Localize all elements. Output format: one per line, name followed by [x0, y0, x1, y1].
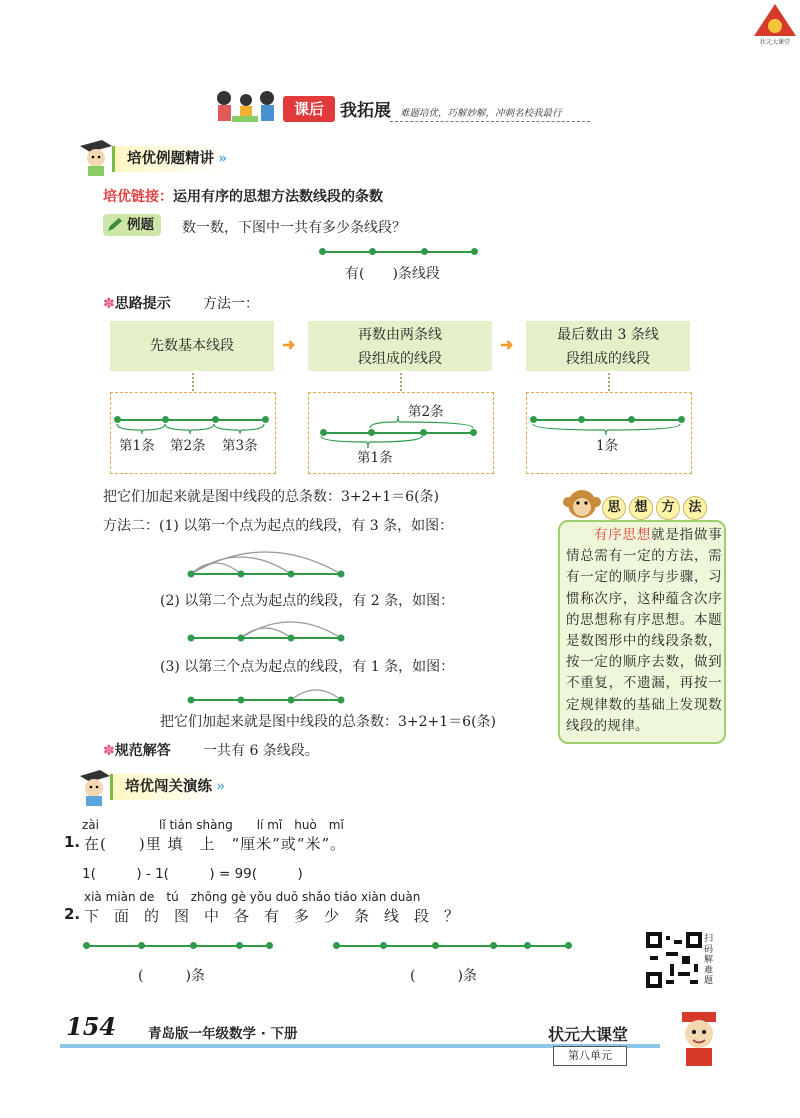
flow-box-1: 先数基本线段: [110, 321, 274, 371]
method2-step3: (3) 以第三个点为起点的线段，有 1 条，如图：: [160, 659, 455, 675]
arc-diagram-1: [185, 538, 355, 580]
arrow-right-icon: ➜: [500, 335, 514, 354]
flow-box-2: 再数由两条线 段组成的线段: [308, 321, 492, 371]
page-number: 154: [66, 1012, 117, 1041]
seg-label: 第2条: [170, 438, 206, 454]
sum-text-1: 把它们加起来就是图中线段的总条数：3+2+1＝6(条): [103, 489, 440, 505]
example-tag: 例题: [103, 214, 161, 236]
q2-answer-left[interactable]: ( )条: [138, 968, 205, 984]
connector-dots: [192, 373, 194, 391]
footer-brand: 状元大课堂: [548, 1025, 629, 1044]
answer-text: 一共有 6 条线段。: [203, 743, 319, 759]
q2-text: 下 面 的 图 中 各 有 多 少 条 线 段 ？: [84, 907, 460, 925]
q2-number: 2.: [64, 905, 81, 923]
pencil-icon: [106, 217, 124, 233]
qr-code-icon[interactable]: [646, 932, 702, 988]
q2-pinyin: xià miàn de tú zhōng gè yǒu duō shǎo tiáo xiàn duàn: [84, 890, 421, 904]
publisher-logo-icon: [752, 2, 798, 46]
example-question: 数一数，下图中一共有多少条线段？: [182, 220, 406, 236]
segment-point: [319, 248, 326, 255]
connector-dots: [400, 373, 402, 391]
section-title-examples: 培优例题精讲 »: [112, 146, 252, 172]
link-line: 培优链接：运用有序的思想方法数线段的条数: [103, 189, 383, 205]
arrow-right-icon: ➜: [282, 335, 296, 354]
seg-label: 第1条: [119, 438, 155, 454]
method2-step1: 方法二：(1) 以第一个点为起点的线段，有 3 条，如图：: [103, 518, 454, 534]
q1-pinyin: zài lǐ tián shàng lí mǐ huò mǐ: [82, 818, 344, 832]
seg-label: 1条: [596, 438, 619, 454]
seg-label: 第3条: [222, 438, 258, 454]
arc-diagram-2: [185, 610, 355, 644]
seg-label: 第2条: [408, 404, 444, 420]
scholar-kid-mascot-icon: [668, 1008, 730, 1070]
kids-reading-icon: [210, 88, 280, 128]
sum-text-2: 把它们加起来就是图中线段的总条数：3+2+1＝6(条): [160, 714, 497, 730]
scholar-mascot-icon: [74, 768, 114, 808]
q1-equation: 1( ) - 1( ) = 99( ): [82, 866, 303, 882]
flow-box-3: 最后数由 3 条线 段组成的线段: [526, 321, 690, 371]
method2-step2: (2) 以第二个点为起点的线段，有 2 条，如图：: [160, 593, 455, 609]
q1-number: 1.: [64, 833, 81, 851]
banner-subtitle: 难题培优，巧解妙解，冲刺名校我最行: [400, 108, 562, 119]
q1-text: 在( )里 填 上 “厘米”或“米”。: [84, 835, 347, 853]
monkey-mascot-icon: [562, 484, 602, 524]
banner-tag: 课后: [283, 96, 335, 122]
think-method-title: 思 想 方 法: [602, 496, 722, 522]
connector-dots: [608, 373, 610, 391]
think-method-text: 有序思想就是指做事情总需有一定的方法，需有一定的顺序与步骤，习惯称次序，这种蕴含次序的思想称有序思想。本题是数图形中的线段条数，按一定的顺序去数，做到不重复，不遗漏，再按一定规律数的基础上发现数线段的规律。: [566, 527, 723, 734]
method1-label: 方法一：: [203, 296, 259, 312]
segment-point: [421, 248, 428, 255]
banner-title: 我拓展: [340, 101, 391, 121]
brace-icons: [114, 422, 270, 434]
segment-point: [369, 248, 376, 255]
hint-label: ✽思路提示: [103, 296, 171, 312]
example-answer: 有( )条线段: [345, 266, 440, 282]
banner-divider: [390, 121, 590, 122]
section-title-practice: 培优闯关演练 »: [110, 774, 250, 800]
qr-label: 扫码解难题: [704, 934, 714, 986]
seg-label: 第1条: [357, 450, 393, 466]
answer-label: ✽规范解答: [103, 743, 171, 759]
footer-book-title: 青岛版一年级数学 · 下册: [148, 1026, 298, 1042]
arc-diagram-3: [185, 676, 355, 706]
segment-point: [471, 248, 478, 255]
q2-answer-right[interactable]: ( )条: [410, 968, 477, 984]
footer-unit: 第八单元: [553, 1046, 627, 1066]
svg-text:状元大课堂: 状元大课堂: [759, 39, 791, 46]
brace-icons: [318, 410, 488, 454]
